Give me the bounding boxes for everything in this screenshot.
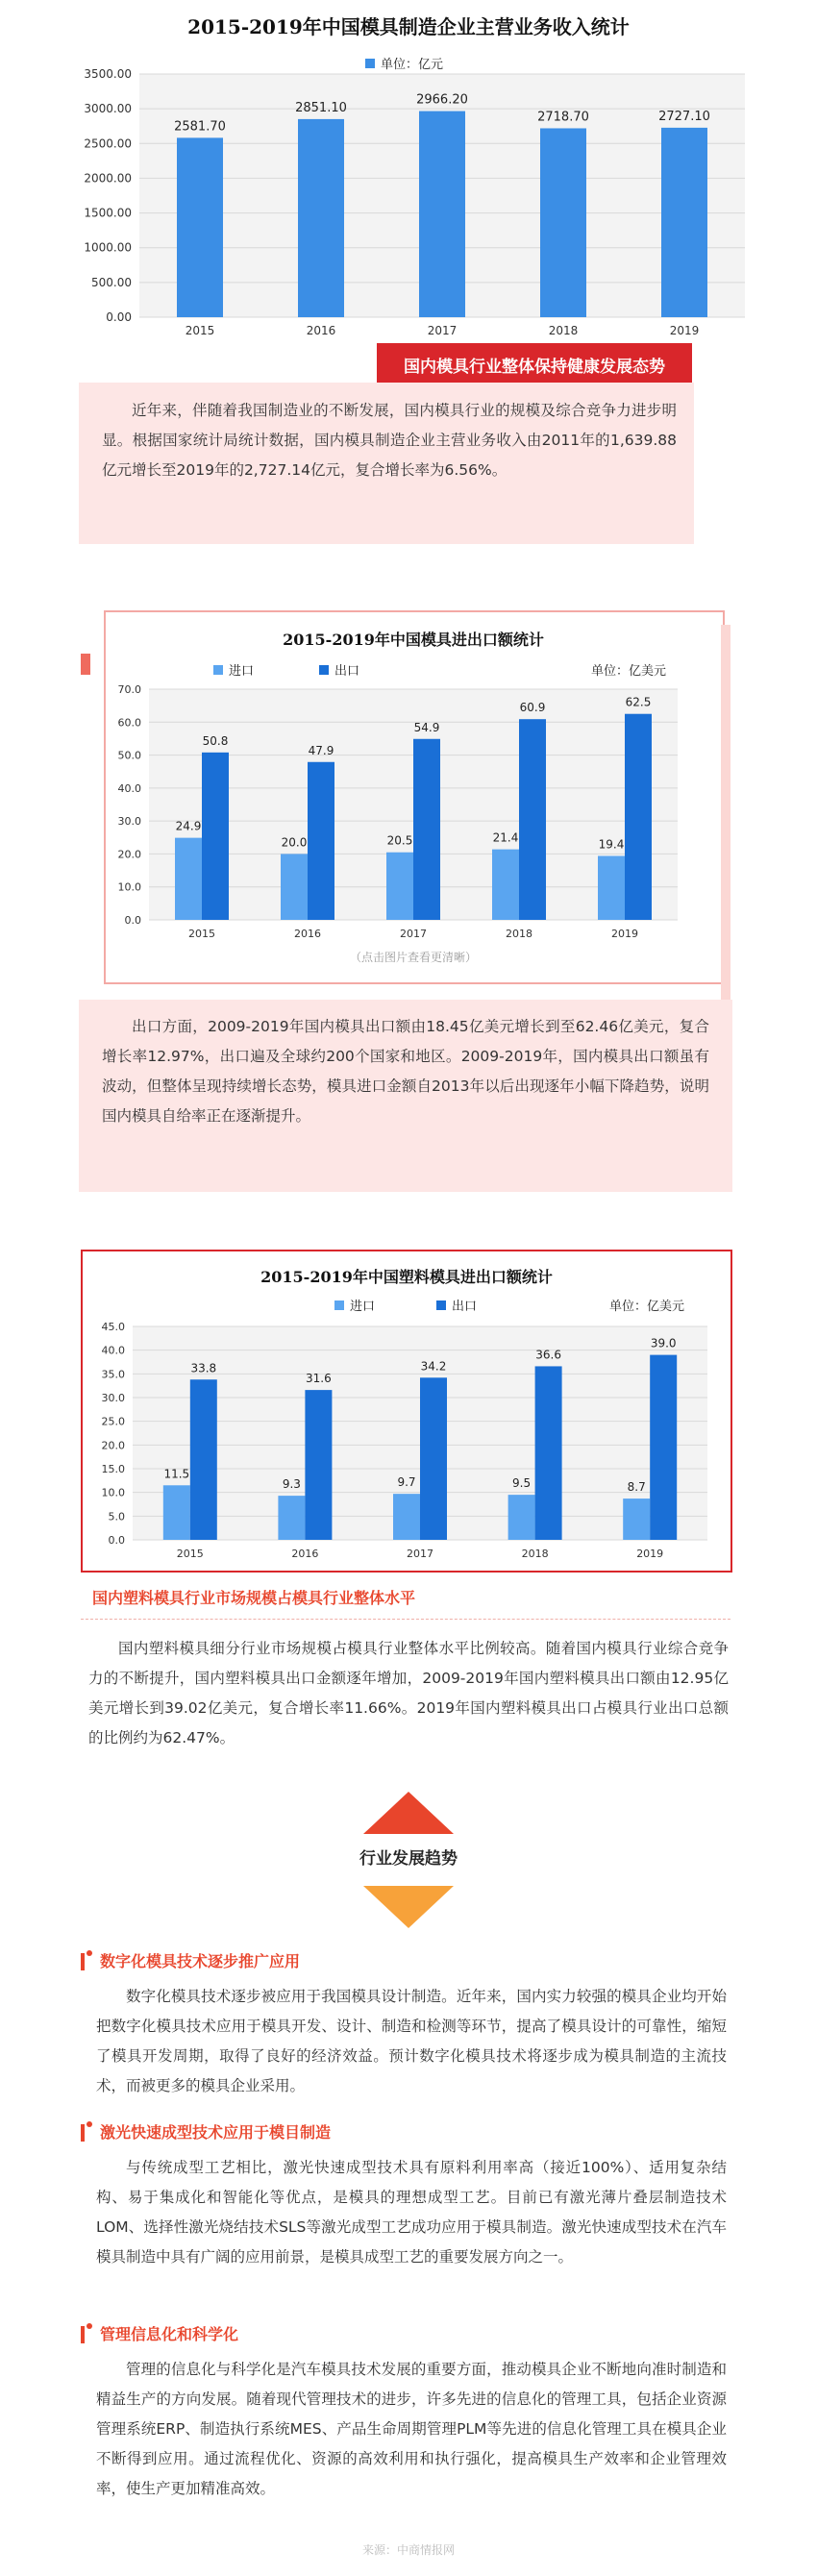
chart3-x-tick-label: 2015	[176, 1548, 204, 1560]
chart2-data-label: 20.0	[281, 835, 308, 850]
chart3-data-label: 39.0	[650, 1336, 677, 1350]
chart2-bar	[175, 838, 202, 920]
chart2-data-label: 62.5	[625, 695, 652, 709]
chart2-bar	[598, 855, 625, 920]
trend-3-dot	[87, 2323, 92, 2329]
chart2-data-label: 20.5	[386, 833, 413, 848]
chart2-bar	[519, 719, 546, 920]
chart1-data-label: 2718.70	[537, 110, 589, 125]
chart2-legend-import-label: 进口	[229, 664, 255, 679]
chart3-legend-import-label: 进口	[350, 1300, 376, 1314]
chart3-y-tick-label: 5.0	[108, 1510, 125, 1523]
chart3-y-tick-label: 45.0	[101, 1321, 125, 1333]
chart1-data-label: 2851.10	[295, 100, 347, 115]
chart3-unit-label: 单位：亿美元	[609, 1300, 685, 1314]
chart3-bar	[650, 1355, 677, 1540]
chart2-container	[106, 620, 721, 976]
chart2-caption[interactable]: （点击图片查看更清晰）	[349, 951, 477, 964]
chart1-y-tick-label: 3500.00	[84, 67, 132, 81]
para1-text: 近年来，伴随着我国制造业的不断发展，国内模具行业的规模及综合竞争力进步明显。根据国家统计局统计数据，国内模具制造企业主营业务收入由2011年的1,639.88亿元增长至2019年的2,727.14亿元，复合增长率为6.56%。	[102, 402, 677, 479]
trend-3-heading: 管理信息化和科学化	[100, 2325, 239, 2343]
chart2-y-tick-label: 20.0	[117, 848, 141, 861]
chart3-data-label: 36.6	[535, 1348, 561, 1362]
chart2-y-tick-label: 0.0	[124, 914, 141, 927]
chart1-bar	[661, 128, 707, 317]
chart1-x-tick-label: 2015	[185, 324, 215, 337]
trend-3-marker	[81, 2326, 85, 2343]
banner-text: 国内模具行业整体保持健康发展态势	[404, 357, 665, 377]
chart1-container	[67, 0, 750, 370]
chart2-unit-label: 单位：亿美元	[591, 664, 667, 679]
chart3-x-tick-label: 2019	[636, 1548, 664, 1560]
trend-1-marker	[81, 1953, 85, 1970]
chart2-bar	[308, 762, 334, 920]
chart2-x-tick-label: 2019	[611, 928, 638, 940]
chart3-x-tick-label: 2018	[521, 1548, 549, 1560]
chart1-y-tick-label: 1500.00	[84, 206, 132, 220]
chart3-bar	[420, 1377, 447, 1540]
chart3-bar	[535, 1366, 562, 1540]
chart3-y-tick-label: 35.0	[101, 1368, 125, 1381]
trend-diamond-top	[363, 1792, 454, 1834]
banner	[377, 343, 692, 385]
chart2-x-tick-label: 2018	[506, 928, 532, 940]
chart1-plot	[67, 0, 750, 370]
chart1-x-tick-label: 2018	[548, 324, 579, 337]
chart3-title: 2015-2019年中国塑料模具进出口额统计	[260, 1268, 553, 1286]
trend-1-heading: 数字化模具技术逐步推广应用	[100, 1952, 301, 1970]
chart1-y-tick-label: 1000.00	[84, 240, 132, 255]
chart2-data-label: 60.9	[519, 701, 546, 715]
chart3-data-label: 11.5	[163, 1467, 190, 1481]
chart2-y-tick-label: 70.0	[117, 683, 141, 696]
chart3-bar	[278, 1496, 305, 1540]
chart1-bar	[298, 119, 344, 317]
trend-1-dot	[87, 1950, 92, 1956]
section-plastic-head	[92, 1586, 415, 1608]
chart1-title: 2015-2019年中国模具制造企业主营业务收入统计	[187, 15, 630, 38]
chart2-bar	[281, 854, 308, 920]
trend-2-heading: 激光快速成型技术应用于模目制造	[100, 2123, 332, 2142]
chart2-data-label: 50.8	[202, 733, 229, 748]
chart3-y-tick-label: 0.0	[108, 1534, 125, 1547]
chart2-data-label: 47.9	[308, 743, 334, 757]
chart2-data-label: 21.4	[492, 830, 519, 845]
chart3-data-label: 9.7	[397, 1475, 416, 1490]
chart3-bar	[190, 1379, 217, 1540]
chart2-x-tick-label: 2015	[188, 928, 215, 940]
chart2-x-tick-label: 2016	[294, 928, 321, 940]
chart2-legend-export-label: 出口	[334, 664, 360, 679]
chart3-data-label: 9.3	[282, 1477, 301, 1492]
chart2-title: 2015-2019年中国模具进出口额统计	[283, 631, 544, 649]
chart1-data-label: 2727.10	[658, 109, 710, 124]
chart1-y-tick-label: 3000.00	[84, 102, 132, 116]
chart3-bar	[508, 1495, 535, 1540]
chart3-bar	[305, 1390, 332, 1540]
chart3-x-tick-label: 2016	[291, 1548, 319, 1560]
chart3-data-label: 33.8	[190, 1361, 217, 1375]
trend-2-text: 与传统成型工艺相比，激光快速成型技术具有原料利用率高（接近100%）、适用复杂结构、易于集成化和智能化等优点，是模具的理想成型工艺。目前已有激光薄片叠层制造技术LOM、选择性激光烧结技术SLS等激光成型工艺成功应用于模具制造。激光快速成型技术在汽车模具制造中具有广阔的应用前景，是模具成型工艺的重要发展方向之一。	[96, 2159, 727, 2266]
chart1-x-tick-label: 2017	[427, 324, 458, 337]
chart2-bar	[386, 853, 413, 920]
chart2-bar	[202, 753, 229, 920]
chart2-bar	[492, 850, 519, 920]
chart2-y-tick-label: 10.0	[117, 880, 141, 894]
chart1-bar	[419, 111, 465, 317]
chart2-side-accent-right	[721, 625, 730, 1009]
trend-3-text: 管理的信息化与科学化是汽车模具技术发展的重要方面，推动模具企业不断地向准时制造和精益生产的方向发展。随着现代管理技术的进步，许多先进的信息化的管理工具，包括企业资源管理系统ERP、制造执行系统MES、产品生命周期管理PLM等先进的信息化管理工具在模具企业不断得到应用。通过流程优化、资源的高效利用和执行强化，提高模具生产效率和企业管理效率，使生产更加精准高效。	[96, 2361, 727, 2497]
chart2-data-label: 54.9	[413, 720, 440, 734]
chart1-y-tick-label: 2500.00	[84, 136, 132, 151]
chart1-data-label: 2581.70	[174, 119, 226, 135]
para3-text: 国内塑料模具细分行业市场规模占模具行业整体水平比例较高。随着国内模具行业综合竞争力的不断提升，国内塑料模具出口金额逐年增加，2009-2019年国内塑料模具出口额由12.95亿美元增长到39.02亿美元，复合增长率11.66%。2019年国内塑料模具出口占模具行业出口总额的比例约为62.47%。	[88, 1640, 729, 1746]
trend-title: 行业发展趋势	[359, 1849, 458, 1869]
chart2-plot	[106, 620, 721, 976]
chart1-legend-label: 单位：亿元	[381, 58, 444, 72]
chart3-legend-export-label: 出口	[452, 1300, 478, 1314]
chart3-data-label: 31.6	[306, 1372, 332, 1386]
chart2-y-tick-label: 50.0	[117, 749, 141, 762]
chart3-bar	[393, 1494, 420, 1540]
trend-2-dot	[87, 2121, 92, 2127]
chart3-y-tick-label: 30.0	[101, 1392, 125, 1404]
para2-text: 出口方面，2009-2019年国内模具出口额由18.45亿美元增长到至62.46亿美元，复合增长率12.97%，出口遍及全球约200个国家和地区。2009-2019年，国内模具出口额虽有波动，但整体呈现持续增长态势，模具进口金额自2013年以后出现逐年小幅下降趋势，说明国内模具自给率正在逐渐提升。	[102, 1018, 709, 1125]
chart3-bar	[163, 1485, 190, 1540]
section-plastic-rule	[81, 1619, 730, 1620]
chart1-x-tick-label: 2016	[306, 324, 336, 337]
trend-diamond-bottom	[363, 1886, 454, 1928]
chart2-data-label: 24.9	[175, 819, 202, 833]
chart2-y-tick-label: 30.0	[117, 815, 141, 829]
trend-2-marker	[81, 2124, 85, 2142]
chart1-y-tick-label: 500.00	[91, 275, 132, 289]
chart1-y-tick-label: 2000.00	[84, 171, 132, 186]
chart3-data-label: 8.7	[627, 1480, 646, 1495]
source: 来源：中商情报网	[361, 2543, 455, 2557]
chart2-bar	[625, 714, 652, 920]
chart1-x-tick-label: 2019	[669, 324, 700, 337]
chart3-y-tick-label: 40.0	[101, 1344, 125, 1357]
chart2-data-label: 19.4	[598, 837, 625, 852]
chart2-y-tick-label: 40.0	[117, 781, 141, 795]
chart1-y-tick-label: 0.00	[106, 310, 132, 324]
chart3-plot	[83, 1251, 730, 1569]
chart3-y-tick-label: 20.0	[101, 1439, 125, 1452]
chart3-y-tick-label: 10.0	[101, 1486, 125, 1499]
chart2-x-tick-label: 2017	[400, 928, 427, 940]
chart3-y-tick-label: 15.0	[101, 1463, 125, 1475]
chart2-side-accent	[81, 654, 90, 675]
chart2-bar	[413, 739, 440, 920]
chart3-x-tick-label: 2017	[407, 1548, 433, 1560]
section-plastic-title: 国内塑料模具行业市场规模占模具行业整体水平	[92, 1589, 416, 1607]
chart1-bar	[177, 137, 223, 317]
chart3-y-tick-label: 25.0	[101, 1415, 125, 1428]
chart3-data-label: 34.2	[420, 1359, 447, 1374]
chart3-data-label: 9.5	[512, 1476, 532, 1491]
chart3-bar	[623, 1499, 650, 1540]
trend-1-text: 数字化模具技术逐步被应用于我国模具设计制造。近年来，国内实力较强的模具企业均开始把数字化模具技术应用于模具开发、设计、制造和检测等环节，提高了模具设计的可靠性，缩短了模具开发周期，取得了良好的经济效益。预计数字化模具技术将逐步成为模具制造的主流技术，而被更多的模具企业采用。	[96, 1988, 727, 2094]
chart1-bar	[540, 128, 586, 317]
chart2-y-tick-label: 60.0	[117, 716, 141, 730]
chart1-data-label: 2966.20	[416, 92, 468, 108]
chart3-container	[83, 1251, 730, 1569]
